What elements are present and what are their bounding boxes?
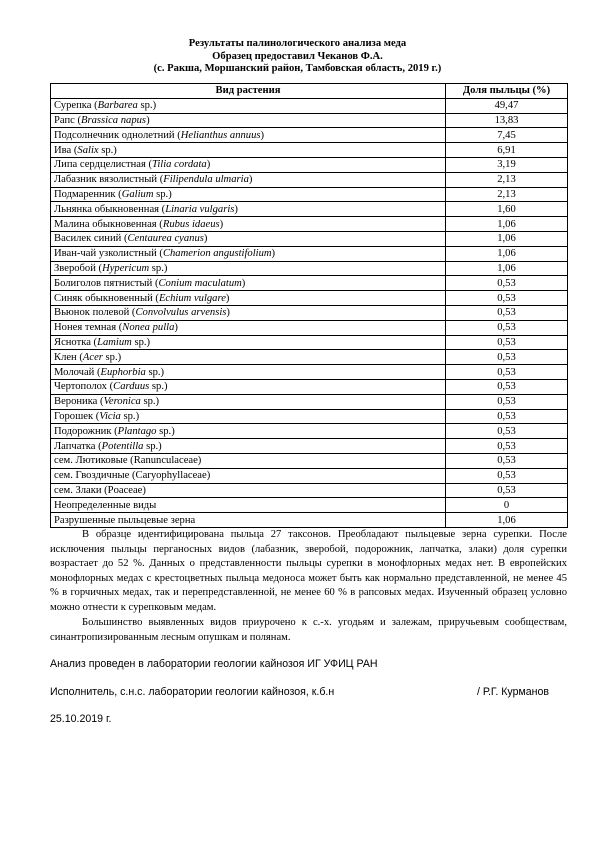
latin-name: Plantago [117, 425, 157, 437]
pollen-share: 13,83 [446, 113, 568, 128]
pollen-share: 1,06 [446, 513, 568, 528]
table-row [51, 143, 568, 158]
species-name: Лапчатка (Potentilla sp.) [51, 439, 446, 454]
species-name: Неопределенные виды [51, 498, 446, 513]
laboratory-note: Анализ проведен в лаборатории геологии кайнозоя ИГ УФИЦ РАН [50, 658, 378, 670]
pollen-share: 0,53 [446, 335, 568, 350]
column-header-share: Доля пыльцы (%) [446, 84, 568, 99]
latin-name: Hypericum [102, 262, 150, 274]
report-date: 25.10.2019 г. [50, 713, 112, 725]
table-header-row [51, 84, 568, 99]
table-row [51, 424, 568, 439]
pollen-share: 6,91 [446, 143, 568, 158]
species-name: Подмаренник (Galium sp.) [51, 187, 446, 202]
table-row [51, 305, 568, 320]
table-row [51, 453, 568, 468]
table-row [51, 261, 568, 276]
species-name: сем. Злаки (Poaceae) [51, 483, 446, 498]
table-row [51, 379, 568, 394]
species-name: Подсолнечник однолетний (Helianthus annuus) [51, 128, 446, 143]
latin-name: Veronica [103, 396, 141, 408]
latin-name: Filipendula ulmaria [163, 174, 249, 186]
pollen-share: 1,06 [446, 246, 568, 261]
sample-provider: Образец предоставил Чеканов Ф.А. [212, 50, 383, 62]
pollen-share: 1,06 [446, 261, 568, 276]
executor-line: Исполнитель, с.н.с. лаборатории геологии кайнозоя, к.б.н [50, 686, 335, 698]
table-row [51, 98, 568, 113]
species-name: Льнянка обыкновенная (Linaria vulgaris) [51, 202, 446, 217]
species-name: Вероника (Veronica sp.) [51, 394, 446, 409]
species-name: Горошек (Vicia sp.) [51, 409, 446, 424]
pollen-share: 2,13 [446, 172, 568, 187]
pollen-share: 0,53 [446, 409, 568, 424]
pollen-share: 0,53 [446, 468, 568, 483]
latin-name: Linaria vulgaris [165, 203, 235, 215]
species-name: Липа сердцелистная (Tilia cordata) [51, 157, 446, 172]
table-row [51, 483, 568, 498]
latin-name: Convolvulus arvensis [135, 307, 227, 319]
latin-name: Potentilla [101, 440, 144, 452]
species-name: Иван-чай узколистный (Chamerion angustifolium) [51, 246, 446, 261]
pollen-share: 49,47 [446, 98, 568, 113]
table-row [51, 513, 568, 528]
pollen-share: 0,53 [446, 453, 568, 468]
latin-name: Brassica napus [81, 114, 147, 126]
species-name: Ива (Salix sp.) [51, 143, 446, 158]
table-row [51, 128, 568, 143]
species-name: Малина обыкновенная (Rubus idaeus) [51, 217, 446, 232]
table-row [51, 202, 568, 217]
table-row [51, 157, 568, 172]
table-row [51, 276, 568, 291]
pollen-share: 2,13 [446, 187, 568, 202]
table-row [51, 113, 568, 128]
pollen-share: 7,45 [446, 128, 568, 143]
table-row [51, 217, 568, 232]
signature: / Р.Г. Курманов [477, 686, 550, 698]
pollen-share: 3,19 [446, 157, 568, 172]
pollen-share: 0 [446, 498, 568, 513]
species-name: Подорожник (Plantago sp.) [51, 424, 446, 439]
species-name: Молочай (Euphorbia sp.) [51, 365, 446, 380]
latin-name: Centaurea cyanus [127, 233, 204, 245]
pollen-share: 0,53 [446, 379, 568, 394]
species-name: Вьюнок полевой (Convolvulus arvensis) [51, 305, 446, 320]
latin-name: Echium vulgare [158, 292, 226, 304]
table-row [51, 439, 568, 454]
species-name: Болиголов пятнистый (Conium maculatum) [51, 276, 446, 291]
species-name: Синяк обыкновенный (Echium vulgare) [51, 291, 446, 306]
species-name: Разрушенные пыльцевые зерна [51, 513, 446, 528]
pollen-table [50, 83, 568, 528]
species-name: Яснотка (Lamium sp.) [51, 335, 446, 350]
latin-name: Nonea pulla [122, 322, 175, 334]
species-name: Рапс (Brassica napus) [51, 113, 446, 128]
conclusion-paragraph: В образце идентифицирована пыльца 27 таксонов. Преобладают пыльцевые зерна сурепки. После исключения пыльцы перганосных видов (лабазник, зверобой, подорожник, лапчатка, злаки) доля сурепки возрастает до 52 %. Данных о представленности пыльцы сурепки в монофлорных медах нет. В европейских монофлорных медах с крестоцветных пыльца медоноса может быть как нормально представленной, не менее 45 % в горчичных медах, так и перепредставленной, не менее 60 % в рапсовых медах. Изученный образец условно можно отнести к сурепковым медам. [50, 529, 567, 613]
latin-name: Tilia cordata [152, 159, 207, 171]
table-row [51, 246, 568, 261]
pollen-share: 0,53 [446, 291, 568, 306]
latin-name: Helianthus annuus [180, 129, 261, 141]
pollen-share: 1,06 [446, 231, 568, 246]
table-row [51, 350, 568, 365]
species-name: Клен (Acer sp.) [51, 350, 446, 365]
table-row [51, 498, 568, 513]
table-row [51, 187, 568, 202]
table-row [51, 468, 568, 483]
latin-name: Barbarea [97, 100, 138, 112]
table-row [51, 335, 568, 350]
table-row [51, 320, 568, 335]
pollen-share: 0,53 [446, 320, 568, 335]
column-header-species: Вид растения [51, 84, 446, 99]
table-row [51, 291, 568, 306]
pollen-share: 0,53 [446, 394, 568, 409]
pollen-share: 0,53 [446, 365, 568, 380]
pollen-share: 0,53 [446, 483, 568, 498]
species-name: Лабазник вязолистный (Filipendula ulmaria) [51, 172, 446, 187]
sample-location: (с. Ракша, Моршанский район, Тамбовская область, 2019 г.) [153, 63, 442, 74]
latin-name: Vicia [99, 410, 121, 422]
pollen-share: 1,06 [446, 217, 568, 232]
table-row [51, 409, 568, 424]
species-name: сем. Гвоздичные (Caryophyllaceae) [51, 468, 446, 483]
table-row [51, 172, 568, 187]
pollen-share: 0,53 [446, 276, 568, 291]
latin-name: Euphorbia [100, 366, 146, 378]
latin-name: Rubus idaeus [162, 218, 220, 230]
species-name: Василек синий (Centaurea cyanus) [51, 231, 446, 246]
species-name: Чертополох (Carduus sp.) [51, 379, 446, 394]
species-name: Нонея темная (Nonea pulla) [51, 320, 446, 335]
latin-name: Galium [121, 188, 154, 200]
report-title: Результаты палинологического анализа меда [188, 38, 407, 49]
table-row [51, 365, 568, 380]
pollen-share: 0,53 [446, 439, 568, 454]
latin-name: Lamium [97, 336, 132, 348]
latin-name: Acer [82, 351, 103, 363]
table-body [51, 98, 568, 527]
pollen-share: 0,53 [446, 350, 568, 365]
table-row [51, 231, 568, 246]
pollen-share: 0,53 [446, 305, 568, 320]
pollen-share: 1,60 [446, 202, 568, 217]
pollen-share: 0,53 [446, 424, 568, 439]
latin-name: Chamerion angustifolium [162, 248, 272, 260]
species-name: Сурепка (Barbarea sp.) [51, 98, 446, 113]
species-name: сем. Лютиковые (Ranunculaceae) [51, 453, 446, 468]
table-row [51, 394, 568, 409]
latin-name: Carduus [113, 381, 150, 393]
latin-name: Conium maculatum [158, 277, 242, 289]
habitat-paragraph: Большинство выявленных видов приурочено к с.-х. угодьям и залежам, приручьевым сообществам, синантропизированным лесным опушкам и полянам. [50, 617, 567, 643]
latin-name: Salix [77, 144, 99, 156]
species-name: Зверобой (Hypericum sp.) [51, 261, 446, 276]
